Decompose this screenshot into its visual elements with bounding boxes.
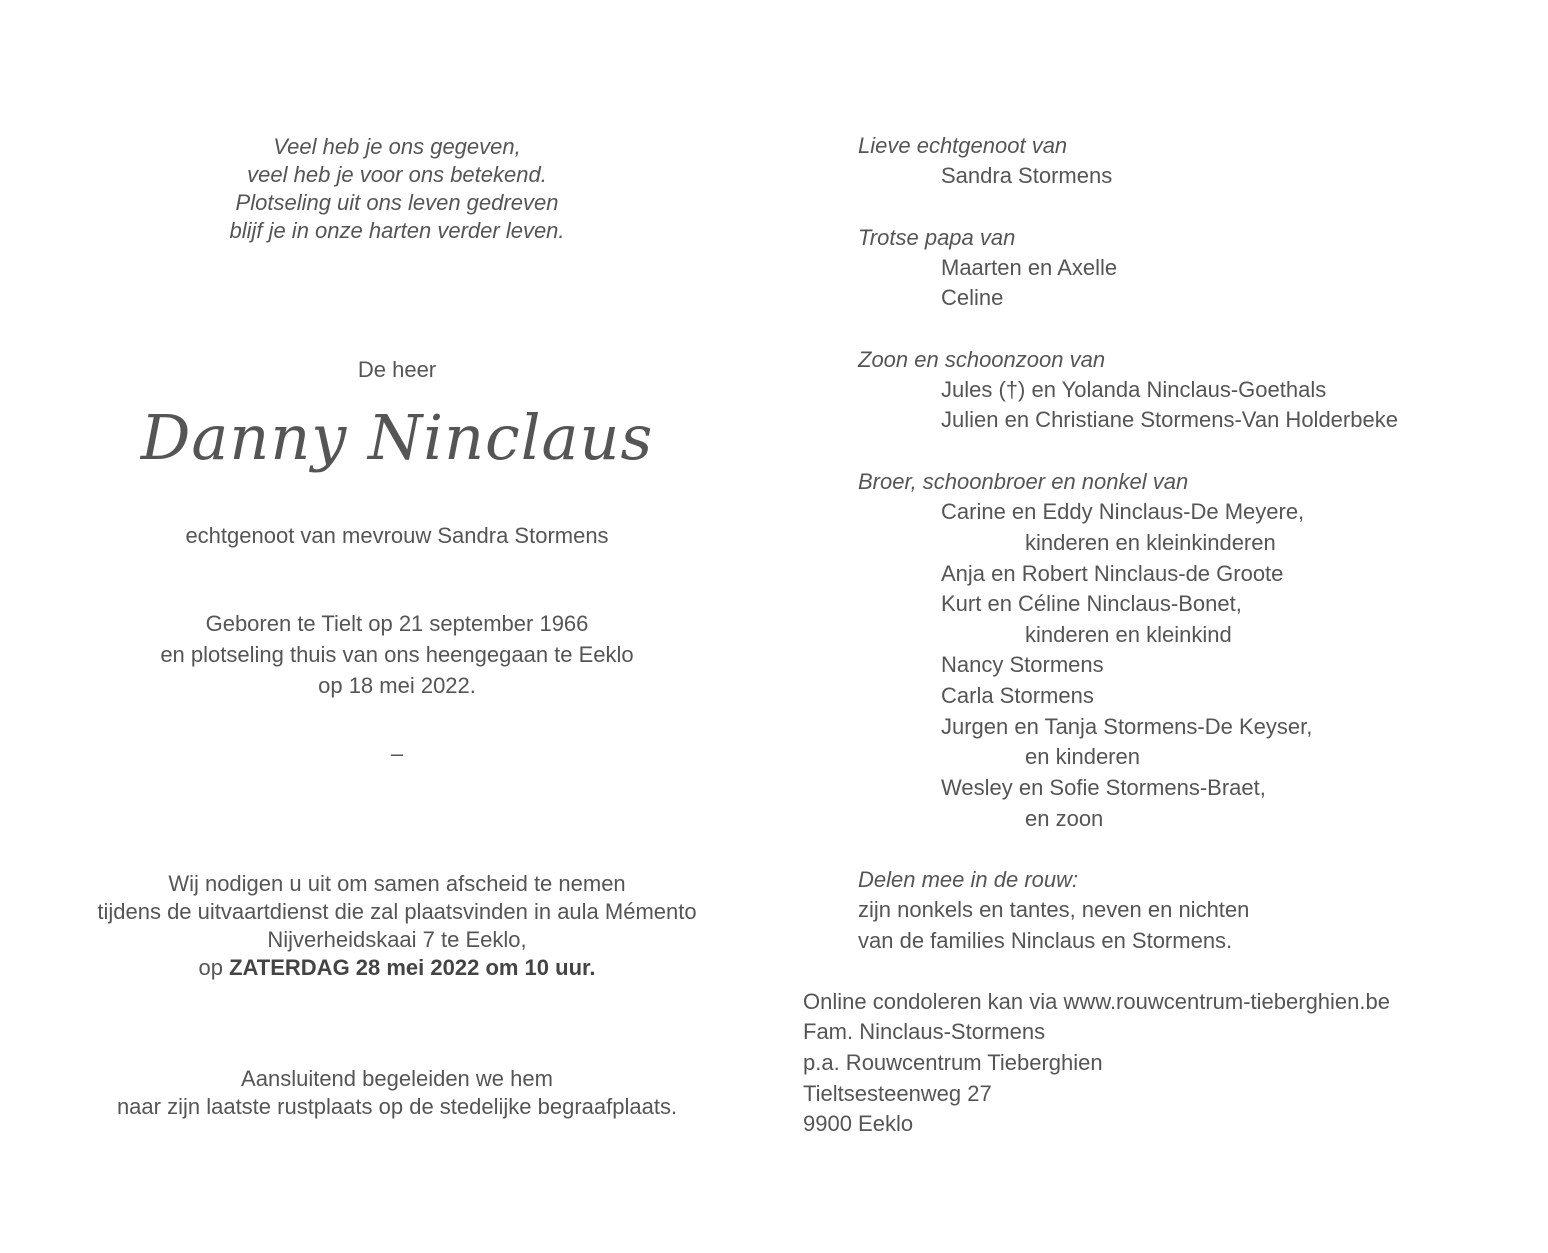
invite-line: Wij nodigen u uit om samen afscheid te nemen	[168, 871, 626, 896]
deceased-name: Danny Ninclaus	[140, 401, 654, 474]
burial-line: naar zijn laatste rustplaats op de stedelijke begraafplaats.	[116, 1094, 678, 1119]
sibling-line: Anja en Robert Ninclaus-de Groote	[941, 561, 1284, 586]
sibling-line: Carla Stormens	[941, 683, 1094, 708]
burial-line: Aansluitend begeleiden we hem	[241, 1066, 553, 1091]
poem-line: veel heb je voor ons betekend.	[247, 162, 547, 187]
sibling-subline: kinderen en kleinkind	[1025, 622, 1232, 647]
spouse-line: echtgenoot van mevrouw Sandra Stormens	[185, 523, 609, 548]
funeral-date: ZATERDAG 28 mei 2022 om 10 uur.	[229, 955, 596, 980]
invite-date-line	[0, 954, 794, 982]
parent-line: Jules (†) en Yolanda Ninclaus-Goethals	[941, 377, 1327, 402]
spouse-name: Sandra Stormens	[941, 163, 1113, 188]
invite-line: Nijverheidskaai 7 te Eeklo,	[267, 927, 527, 952]
poem-line: Plotseling uit ons leven gedreven	[235, 190, 559, 215]
invite-line: tijdens de uitvaartdienst die zal plaatsvinden in aula Mémento	[97, 899, 697, 924]
sibling-subline: kinderen en kleinkinderen	[1025, 530, 1276, 555]
contact-line: Fam. Ninclaus-Stormens	[803, 1019, 1046, 1044]
poem-line: blijf je in onze harten verder leven.	[229, 218, 565, 243]
mourn-line: zijn nonkels en tantes, neven en nichten	[858, 897, 1250, 922]
siblings-heading: Broer, schoonbroer en nonkel van	[858, 469, 1189, 494]
separator-dash: –	[390, 741, 404, 766]
contact-line: 9900 Eeklo	[803, 1111, 914, 1136]
child-line: Celine	[941, 285, 1004, 310]
sibling-line: Kurt en Céline Ninclaus-Bonet,	[941, 591, 1242, 616]
birth-line: Geboren te Tielt op 21 september 1966	[205, 611, 589, 636]
invite-date-prefix: op	[198, 955, 230, 980]
sibling-subline: en zoon	[1025, 806, 1104, 831]
birth-line: en plotseling thuis van ons heengegaan te Eeklo	[160, 642, 634, 667]
contact-line: p.a. Rouwcentrum Tieberghien	[803, 1050, 1103, 1075]
mourn-heading: Delen mee in de rouw:	[858, 867, 1079, 892]
sibling-line: Carine en Eddy Ninclaus-De Meyere,	[941, 499, 1305, 524]
children-heading: Trotse papa van	[858, 225, 1016, 250]
birth-death-info	[0, 608, 794, 701]
sibling-line: Nancy Stormens	[941, 652, 1104, 677]
mourn-line: van de families Ninclaus en Stormens.	[858, 928, 1233, 953]
burial-info	[0, 1065, 794, 1121]
contact-line: Tieltsesteenweg 27	[803, 1081, 992, 1106]
poem-line: Veel heb je ons gegeven,	[273, 134, 521, 159]
sibling-subline: en kinderen	[1025, 744, 1140, 769]
poem	[0, 133, 794, 245]
spouse-heading: Lieve echtgenoot van	[858, 133, 1068, 158]
sibling-line: Jurgen en Tanja Stormens-De Keyser,	[941, 714, 1313, 739]
parent-line: Julien en Christiane Stormens-Van Holderbeke	[941, 407, 1398, 432]
child-line: Maarten en Axelle	[941, 255, 1118, 280]
title-prefix: De heer	[357, 357, 437, 382]
parents-heading: Zoon en schoonzoon van	[858, 347, 1106, 372]
funeral-invitation	[0, 870, 794, 982]
birth-line: op 18 mei 2022.	[318, 673, 476, 698]
sibling-line: Wesley en Sofie Stormens-Braet,	[941, 775, 1266, 800]
condolence-line: Online condoleren kan via www.rouwcentrum-tieberghien.be	[803, 989, 1390, 1014]
